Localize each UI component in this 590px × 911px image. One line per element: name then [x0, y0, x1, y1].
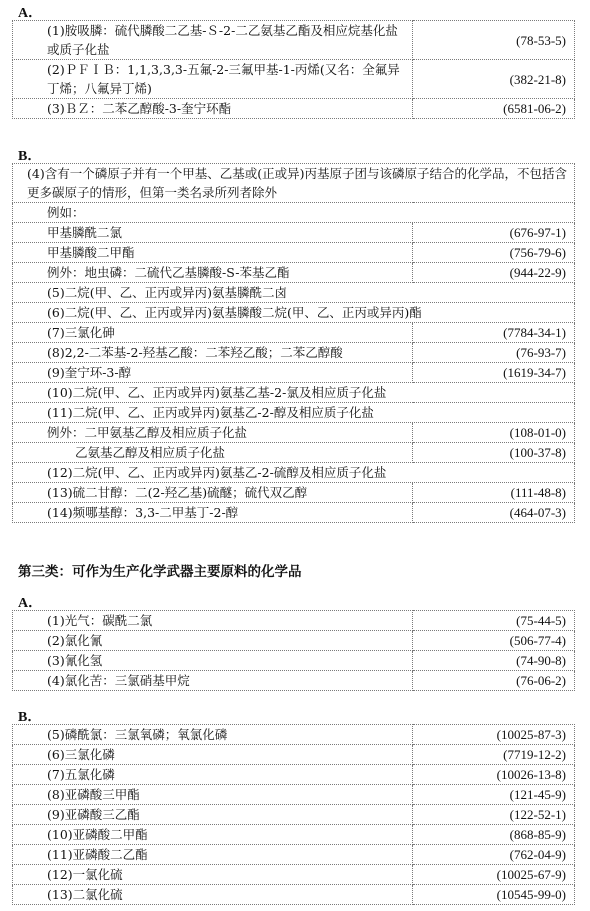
table-row	[13, 403, 575, 423]
table-row	[13, 323, 575, 343]
chemical-name: (8)亚磷酸三甲酯	[13, 785, 413, 805]
chemical-name: (5)二烷(甲、乙、正丙或异丙)氨基膦酰二卤	[13, 283, 575, 303]
table-row	[13, 99, 575, 119]
example-label: 例如：	[13, 203, 575, 223]
cas-number: (108-01-0)	[413, 423, 575, 443]
cas-number: (121-45-9)	[413, 785, 575, 805]
cas-number: (10025-67-9)	[413, 865, 575, 885]
table-row	[13, 765, 575, 785]
chemical-name: 例外：地虫磷：二硫代乙基膦酸-S-苯基乙酯	[13, 263, 413, 283]
cas-number: (122-52-1)	[413, 805, 575, 825]
intro-paragraph: (4)含有一个磷原子并有一个甲基、乙基或(正或异)丙基原子团与该磷原子结合的化学品，不包括含更多碳原子的情形，但第一类名录所列者除外	[13, 164, 575, 203]
table-row	[13, 611, 575, 631]
section-a-heading: A．	[18, 6, 43, 21]
cas-number: (756-79-6)	[413, 243, 575, 263]
table-row	[13, 745, 575, 765]
chemical-name: (1)胺吸膦：硫代膦酸二乙基-Ｓ-2-二乙氨基乙酯及相应烷基化盐或质子化盐	[13, 21, 413, 60]
table-row	[13, 21, 575, 60]
cas-number: (100-37-8)	[413, 443, 575, 463]
section-b3-heading: B．	[18, 710, 42, 725]
cas-number: (7784-34-1)	[413, 323, 575, 343]
table-row	[13, 383, 575, 403]
cas-number: (78-53-5)	[413, 21, 575, 60]
table-row	[13, 223, 575, 243]
cas-number: (74-90-8)	[413, 651, 575, 671]
table-row	[13, 805, 575, 825]
cas-number: (676-97-1)	[413, 223, 575, 243]
cas-number: (111-48-8)	[413, 483, 575, 503]
chemical-name: (11)亚磷酸二乙酯	[13, 845, 413, 865]
cas-number: (762-04-9)	[413, 845, 575, 865]
table-row	[13, 243, 575, 263]
table-row	[13, 885, 575, 905]
cas-number: (464-07-3)	[413, 503, 575, 523]
table-row	[13, 651, 575, 671]
table-row	[13, 671, 575, 691]
cas-number: (1619-34-7)	[413, 363, 575, 383]
table-row	[13, 631, 575, 651]
section-b-table	[12, 163, 575, 523]
category-three-title: 第三类：可作为生产化学武器主要原料的化学品	[18, 564, 302, 580]
chemical-name: 乙氨基乙醇及相应质子化盐	[13, 443, 413, 463]
cas-number: (868-85-9)	[413, 825, 575, 845]
section-b-heading: B．	[18, 149, 42, 164]
chemical-name: (5)磷酰氯：三氯氧磷；氧氯化磷	[13, 725, 413, 745]
table-row	[13, 785, 575, 805]
chemical-name: (2)ＰＦＩＢ：1,1,3,3,3-五氟-2-三氟甲基-1-丙烯(又名：全氟异丁烯；八氟异丁烯)	[13, 60, 413, 99]
cas-number: (76-93-7)	[413, 343, 575, 363]
section-a3-heading: A．	[18, 596, 43, 611]
table-row	[13, 443, 575, 463]
chemical-name: 例外：二甲氨基乙醇及相应质子化盐	[13, 423, 413, 443]
table-row	[13, 343, 575, 363]
chemical-name: 甲基膦酰二氯	[13, 223, 413, 243]
table-row	[13, 865, 575, 885]
chemical-name: (6)三氯化磷	[13, 745, 413, 765]
table-row	[13, 825, 575, 845]
chemical-name: (7)五氯化磷	[13, 765, 413, 785]
table-row	[13, 423, 575, 443]
cas-number: (10025-87-3)	[413, 725, 575, 745]
table-row	[13, 725, 575, 745]
chemical-name: (12)一氯化硫	[13, 865, 413, 885]
section-a-table	[12, 20, 575, 119]
table-row	[13, 363, 575, 383]
chemical-name: (11)二烷(甲、乙、正丙或异丙)氨基乙-2-醇及相应质子化盐	[13, 403, 575, 423]
cas-number: (6581-06-2)	[413, 99, 575, 119]
cas-number: (7719-12-2)	[413, 745, 575, 765]
chemical-name: (10)二烷(甲、乙、正丙或异丙)氨基乙基-2-氯及相应质子化盐	[13, 383, 575, 403]
chemical-name: 甲基膦酸二甲酯	[13, 243, 413, 263]
table-row	[13, 283, 575, 303]
chemical-name: (10)亚磷酸二甲酯	[13, 825, 413, 845]
table-row	[13, 845, 575, 865]
chemical-name: (13)二氯化硫	[13, 885, 413, 905]
table-row	[13, 203, 575, 223]
table-row	[13, 483, 575, 503]
table-row	[13, 263, 575, 283]
cas-number: (76-06-2)	[413, 671, 575, 691]
chemical-name: (7)三氯化砷	[13, 323, 413, 343]
chemical-name: (3)ＢＺ：二苯乙醇酸-3-奎宁环酯	[13, 99, 413, 119]
table-row	[13, 60, 575, 99]
chemical-name: (8)2,2-二苯基-2-羟基乙酸：二苯羟乙酸；二苯乙醇酸	[13, 343, 413, 363]
cas-number: (944-22-9)	[413, 263, 575, 283]
table-row	[13, 503, 575, 523]
chemical-name: (14)频哪基醇：3,3-二甲基丁-2-醇	[13, 503, 413, 523]
chemical-name: (2)氯化氰	[13, 631, 413, 651]
chemical-name: (12)二烷(甲、乙、正丙或异丙)氨基乙-2-硫醇及相应质子化盐	[13, 463, 575, 483]
table-row	[13, 463, 575, 483]
chemical-name: (6)二烷(甲、乙、正丙或异丙)氨基膦酸二烷(甲、乙、正丙或异丙)酯	[13, 303, 575, 323]
cas-number: (10026-13-8)	[413, 765, 575, 785]
cas-number: (382-21-8)	[413, 60, 575, 99]
section-b3-table	[12, 724, 575, 905]
section-a3-table	[12, 610, 575, 691]
cas-number: (10545-99-0)	[413, 885, 575, 905]
chemical-name: (13)硫二甘醇：二(2-羟乙基)硫醚；硫代双乙醇	[13, 483, 413, 503]
table-row	[13, 303, 575, 323]
chemical-name: (1)光气：碳酰二氯	[13, 611, 413, 631]
cas-number: (75-44-5)	[413, 611, 575, 631]
table-row	[13, 164, 575, 203]
cas-number: (506-77-4)	[413, 631, 575, 651]
chemical-name: (9)亚磷酸三乙酯	[13, 805, 413, 825]
chemical-name: (4)氯化苦：三氯硝基甲烷	[13, 671, 413, 691]
chemical-name: (3)氰化氢	[13, 651, 413, 671]
chemical-name: (9)奎宁环-3-醇	[13, 363, 413, 383]
